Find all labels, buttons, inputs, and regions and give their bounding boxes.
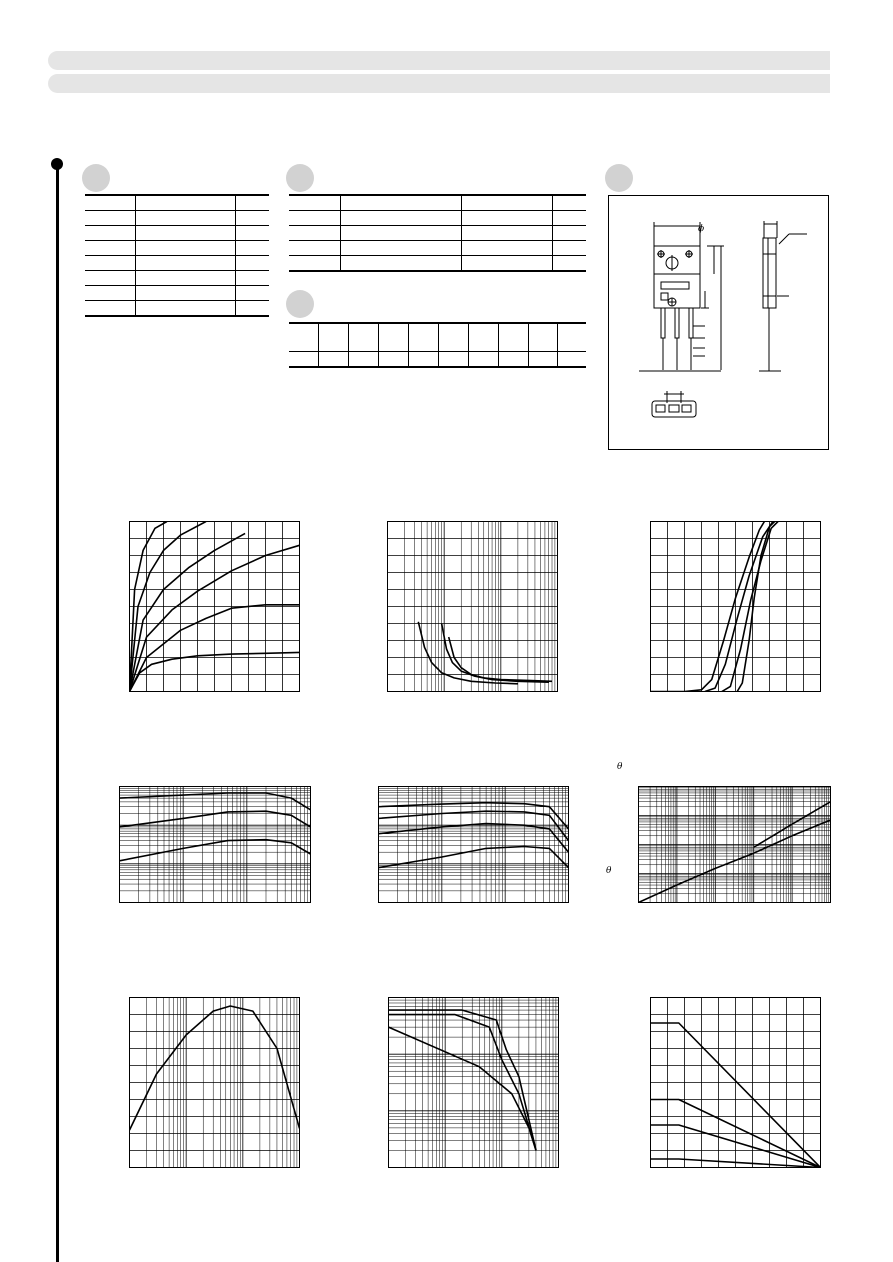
table-cell bbox=[135, 241, 235, 256]
page-spine-dot bbox=[51, 158, 63, 170]
table-cell bbox=[235, 211, 269, 226]
section-marker-characteristics bbox=[286, 164, 314, 192]
chart-r1c2 bbox=[387, 521, 558, 692]
table-cell bbox=[528, 352, 557, 368]
table-cell bbox=[552, 211, 586, 226]
table-cell bbox=[468, 323, 498, 352]
table-cell bbox=[235, 301, 269, 317]
characteristics-table bbox=[289, 194, 586, 272]
table-cell bbox=[85, 211, 135, 226]
table-cell bbox=[340, 241, 461, 256]
chart-r2c2 bbox=[378, 786, 569, 903]
table-cell bbox=[468, 352, 498, 368]
table-row bbox=[289, 256, 586, 272]
page-spine-line bbox=[56, 166, 59, 1262]
table-row bbox=[289, 352, 586, 368]
table-cell bbox=[348, 352, 378, 368]
chart-r3c3-svg bbox=[650, 997, 821, 1168]
package-drawing bbox=[609, 196, 830, 451]
table-row bbox=[85, 211, 269, 226]
chart-r1c1-svg bbox=[129, 521, 300, 692]
chart-r2c1 bbox=[119, 786, 311, 903]
hfe-rank-table bbox=[289, 322, 586, 368]
table-cell bbox=[378, 352, 408, 368]
table-cell bbox=[461, 256, 552, 272]
table-row bbox=[85, 286, 269, 301]
table-cell bbox=[135, 271, 235, 286]
plot-frame bbox=[120, 787, 311, 903]
table-cell bbox=[135, 286, 235, 301]
table-cell bbox=[528, 323, 557, 352]
table-cell bbox=[85, 226, 135, 241]
table-row bbox=[85, 256, 269, 271]
table-cell bbox=[289, 323, 318, 352]
chart-r2c3-svg bbox=[638, 786, 831, 903]
chart-r2c2-svg bbox=[378, 786, 569, 903]
section-marker-ratings bbox=[82, 164, 110, 192]
table-cell bbox=[318, 323, 348, 352]
series-line bbox=[120, 840, 311, 861]
table-row bbox=[289, 226, 586, 241]
table-cell bbox=[378, 323, 408, 352]
table-cell bbox=[461, 195, 552, 211]
table-cell bbox=[498, 352, 528, 368]
table-cell bbox=[461, 226, 552, 241]
chart-r1c3-svg bbox=[650, 521, 821, 692]
table-cell bbox=[438, 323, 468, 352]
chart-r3c2-svg bbox=[388, 997, 559, 1168]
table-cell bbox=[557, 323, 586, 352]
table-cell bbox=[135, 226, 235, 241]
table-cell bbox=[235, 226, 269, 241]
table-cell bbox=[340, 195, 461, 211]
table-cell bbox=[135, 256, 235, 271]
package-outline-frame bbox=[608, 195, 829, 450]
table-row bbox=[289, 323, 586, 352]
table-cell bbox=[340, 211, 461, 226]
table-cell bbox=[135, 195, 235, 211]
theta-label-top: θ bbox=[617, 762, 623, 772]
table-cell bbox=[235, 271, 269, 286]
table-cell bbox=[552, 226, 586, 241]
chart-r3c1 bbox=[129, 997, 300, 1168]
table-row bbox=[289, 211, 586, 226]
chart-r3c2 bbox=[388, 997, 559, 1168]
table-cell bbox=[289, 256, 340, 272]
table-cell bbox=[461, 211, 552, 226]
table-cell bbox=[289, 211, 340, 226]
chart-r1c2-svg bbox=[387, 521, 558, 692]
table-cell bbox=[235, 286, 269, 301]
chart-r1c1 bbox=[129, 521, 300, 692]
package-side-body bbox=[763, 238, 776, 308]
header-band-upper bbox=[48, 51, 830, 70]
table-cell bbox=[461, 241, 552, 256]
table-cell bbox=[85, 256, 135, 271]
table-cell bbox=[135, 301, 235, 317]
table-cell bbox=[289, 226, 340, 241]
plot-frame bbox=[379, 787, 569, 903]
table-cell bbox=[408, 352, 438, 368]
table-cell bbox=[557, 352, 586, 368]
table-row bbox=[85, 301, 269, 317]
table-row bbox=[85, 195, 269, 211]
table-cell bbox=[135, 211, 235, 226]
chart-r2c3 bbox=[638, 786, 831, 903]
table-row bbox=[289, 195, 586, 211]
table-cell bbox=[552, 256, 586, 272]
table-cell bbox=[235, 256, 269, 271]
chart-r3c3 bbox=[650, 997, 821, 1168]
table-cell bbox=[348, 323, 378, 352]
series-line bbox=[130, 1006, 300, 1130]
chart-r1c3 bbox=[650, 521, 821, 692]
table-cell bbox=[235, 195, 269, 211]
table-row bbox=[85, 226, 269, 241]
header-band-lower bbox=[48, 74, 830, 93]
table-cell bbox=[340, 256, 461, 272]
table-cell bbox=[235, 241, 269, 256]
table-cell bbox=[289, 352, 318, 368]
table-cell bbox=[289, 241, 340, 256]
table-cell bbox=[85, 301, 135, 317]
table-cell bbox=[85, 241, 135, 256]
table-cell bbox=[552, 195, 586, 211]
ratings-table bbox=[85, 194, 269, 317]
section-marker-package bbox=[605, 164, 633, 192]
table-cell bbox=[498, 323, 528, 352]
chart-r2c1-svg bbox=[119, 786, 311, 903]
table-row bbox=[289, 241, 586, 256]
table-cell bbox=[552, 241, 586, 256]
table-cell bbox=[340, 226, 461, 241]
table-cell bbox=[289, 195, 340, 211]
table-row bbox=[85, 271, 269, 286]
table-cell bbox=[85, 271, 135, 286]
series-line bbox=[379, 811, 569, 840]
table-cell bbox=[85, 286, 135, 301]
series-line bbox=[379, 847, 569, 868]
chart-r3c1-svg bbox=[129, 997, 300, 1168]
table-cell bbox=[85, 195, 135, 211]
section-marker-hfe-rank bbox=[286, 290, 314, 318]
table-cell bbox=[438, 352, 468, 368]
theta-label-side: θ bbox=[606, 866, 612, 876]
phi-symbol: ϕ bbox=[698, 224, 705, 234]
table-cell bbox=[318, 352, 348, 368]
series-line bbox=[120, 793, 311, 810]
table-cell bbox=[408, 323, 438, 352]
table-row bbox=[85, 241, 269, 256]
series-line bbox=[639, 820, 831, 903]
